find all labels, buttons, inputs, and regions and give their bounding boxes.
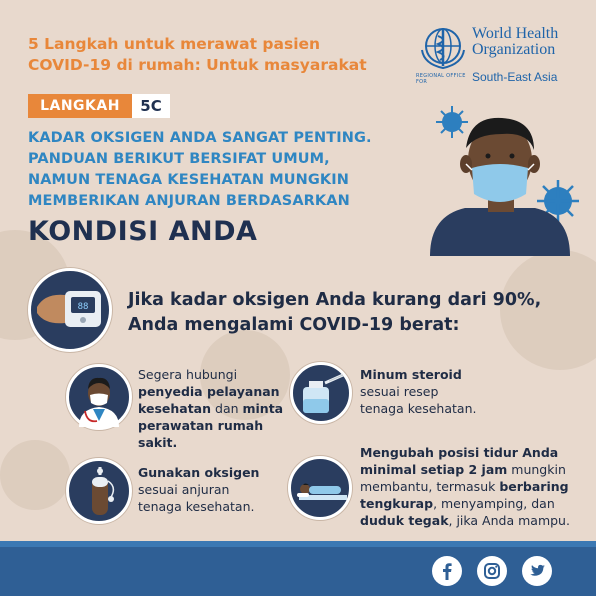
masked-person-illustration: [410, 98, 592, 256]
position-text2: membantu, termasuk: [360, 479, 500, 494]
oxygen-bold1: Gunakan oksigen: [138, 465, 260, 480]
position-bold5: duduk tegak: [360, 513, 449, 528]
position-bold1: Mengubah posisi tidur Anda: [360, 445, 559, 460]
contact-and: dan: [211, 401, 243, 416]
who-name-line1: World Health: [472, 25, 559, 42]
lead-line1: KADAR OKSIGEN ANDA SANGAT PENTING.: [28, 130, 372, 146]
facebook-icon: [432, 556, 462, 586]
step-number: 5C: [132, 94, 170, 118]
step-label: LANGKAH: [28, 94, 132, 118]
who-name: [472, 26, 582, 58]
twitter-icon: [522, 556, 552, 586]
instagram-link[interactable]: [477, 556, 507, 586]
oxygen-tank-icon: [83, 467, 117, 517]
position-text4: , jika Anda mampu.: [448, 513, 570, 528]
lead-line3: NAMUN TENAGA KESEHATAN MUNGKIN: [28, 172, 349, 188]
position-bold4: tengkurap: [360, 496, 434, 511]
header-title-line1: 5 Langkah untuk merawat pasien: [28, 35, 321, 53]
who-motto: REGIONAL OFFICE FOR: [416, 73, 466, 85]
steroid-text: [360, 366, 560, 417]
contact-bold2: kesehatan: [138, 401, 212, 416]
position-text1: mungkin: [507, 462, 566, 477]
oxygen-line2: tenaga kesehatan.: [138, 499, 255, 514]
steroid-circle: [290, 362, 352, 424]
steroid-line2: tenaga kesehatan.: [360, 401, 477, 416]
position-text3: , menyamping, dan: [433, 496, 555, 511]
prone-position-icon: [293, 475, 349, 505]
oxygen-line1: sesuai anjuran: [138, 482, 230, 497]
instagram-icon: [477, 556, 507, 586]
doctor-circle: [66, 364, 132, 430]
lead-text: [28, 128, 448, 212]
who-region: South-East Asia: [472, 70, 558, 84]
headline-kondisi: KONDISI ANDA: [28, 216, 258, 247]
twitter-link[interactable]: [522, 556, 552, 586]
main-message-line1: Jika kadar oksigen Anda kurang dari 90%,: [128, 290, 542, 310]
lead-line2: PANDUAN BERIKUT BERSIFAT UMUM,: [28, 151, 330, 167]
who-emblem-icon: [418, 24, 468, 72]
medicine-vial-icon: [299, 373, 345, 415]
facebook-link[interactable]: [432, 556, 462, 586]
oximeter-circle: [28, 268, 112, 352]
contact-bold1: penyedia pelayanan: [138, 384, 280, 399]
header-title-line2: COVID-19 di rumah: Untuk masyarakat: [28, 56, 367, 74]
position-text: [360, 444, 586, 529]
main-message-line2: Anda mengalami COVID-19 berat:: [128, 315, 460, 335]
svg-text:88: 88: [77, 302, 89, 312]
position-circle: [288, 456, 352, 520]
doctor-icon: [75, 371, 123, 427]
oxygen-text: [138, 464, 288, 515]
who-name-line2: Organization: [472, 41, 556, 58]
contact-line1: Segera hubungi: [138, 367, 238, 382]
main-message: [128, 288, 578, 338]
who-logo: [416, 22, 581, 88]
oximeter-icon: [35, 283, 107, 335]
header-title: [28, 34, 408, 76]
footer-stripe: [0, 541, 596, 547]
contact-provider-text: [138, 366, 288, 451]
steroid-bold1: Minum steroid: [360, 367, 462, 382]
lead-line4: MEMBERIKAN ANJURAN BERDASARKAN: [28, 193, 350, 209]
steroid-line1: sesuai resep: [360, 384, 439, 399]
position-bold3: berbaring: [499, 479, 569, 494]
background-virus-shape: [0, 440, 70, 510]
position-bold2: minimal setiap 2 jam: [360, 462, 508, 477]
contact-bold3: minta: [242, 401, 284, 416]
oxygen-circle: [66, 458, 132, 524]
contact-bold4: perawatan rumah sakit.: [138, 418, 264, 450]
